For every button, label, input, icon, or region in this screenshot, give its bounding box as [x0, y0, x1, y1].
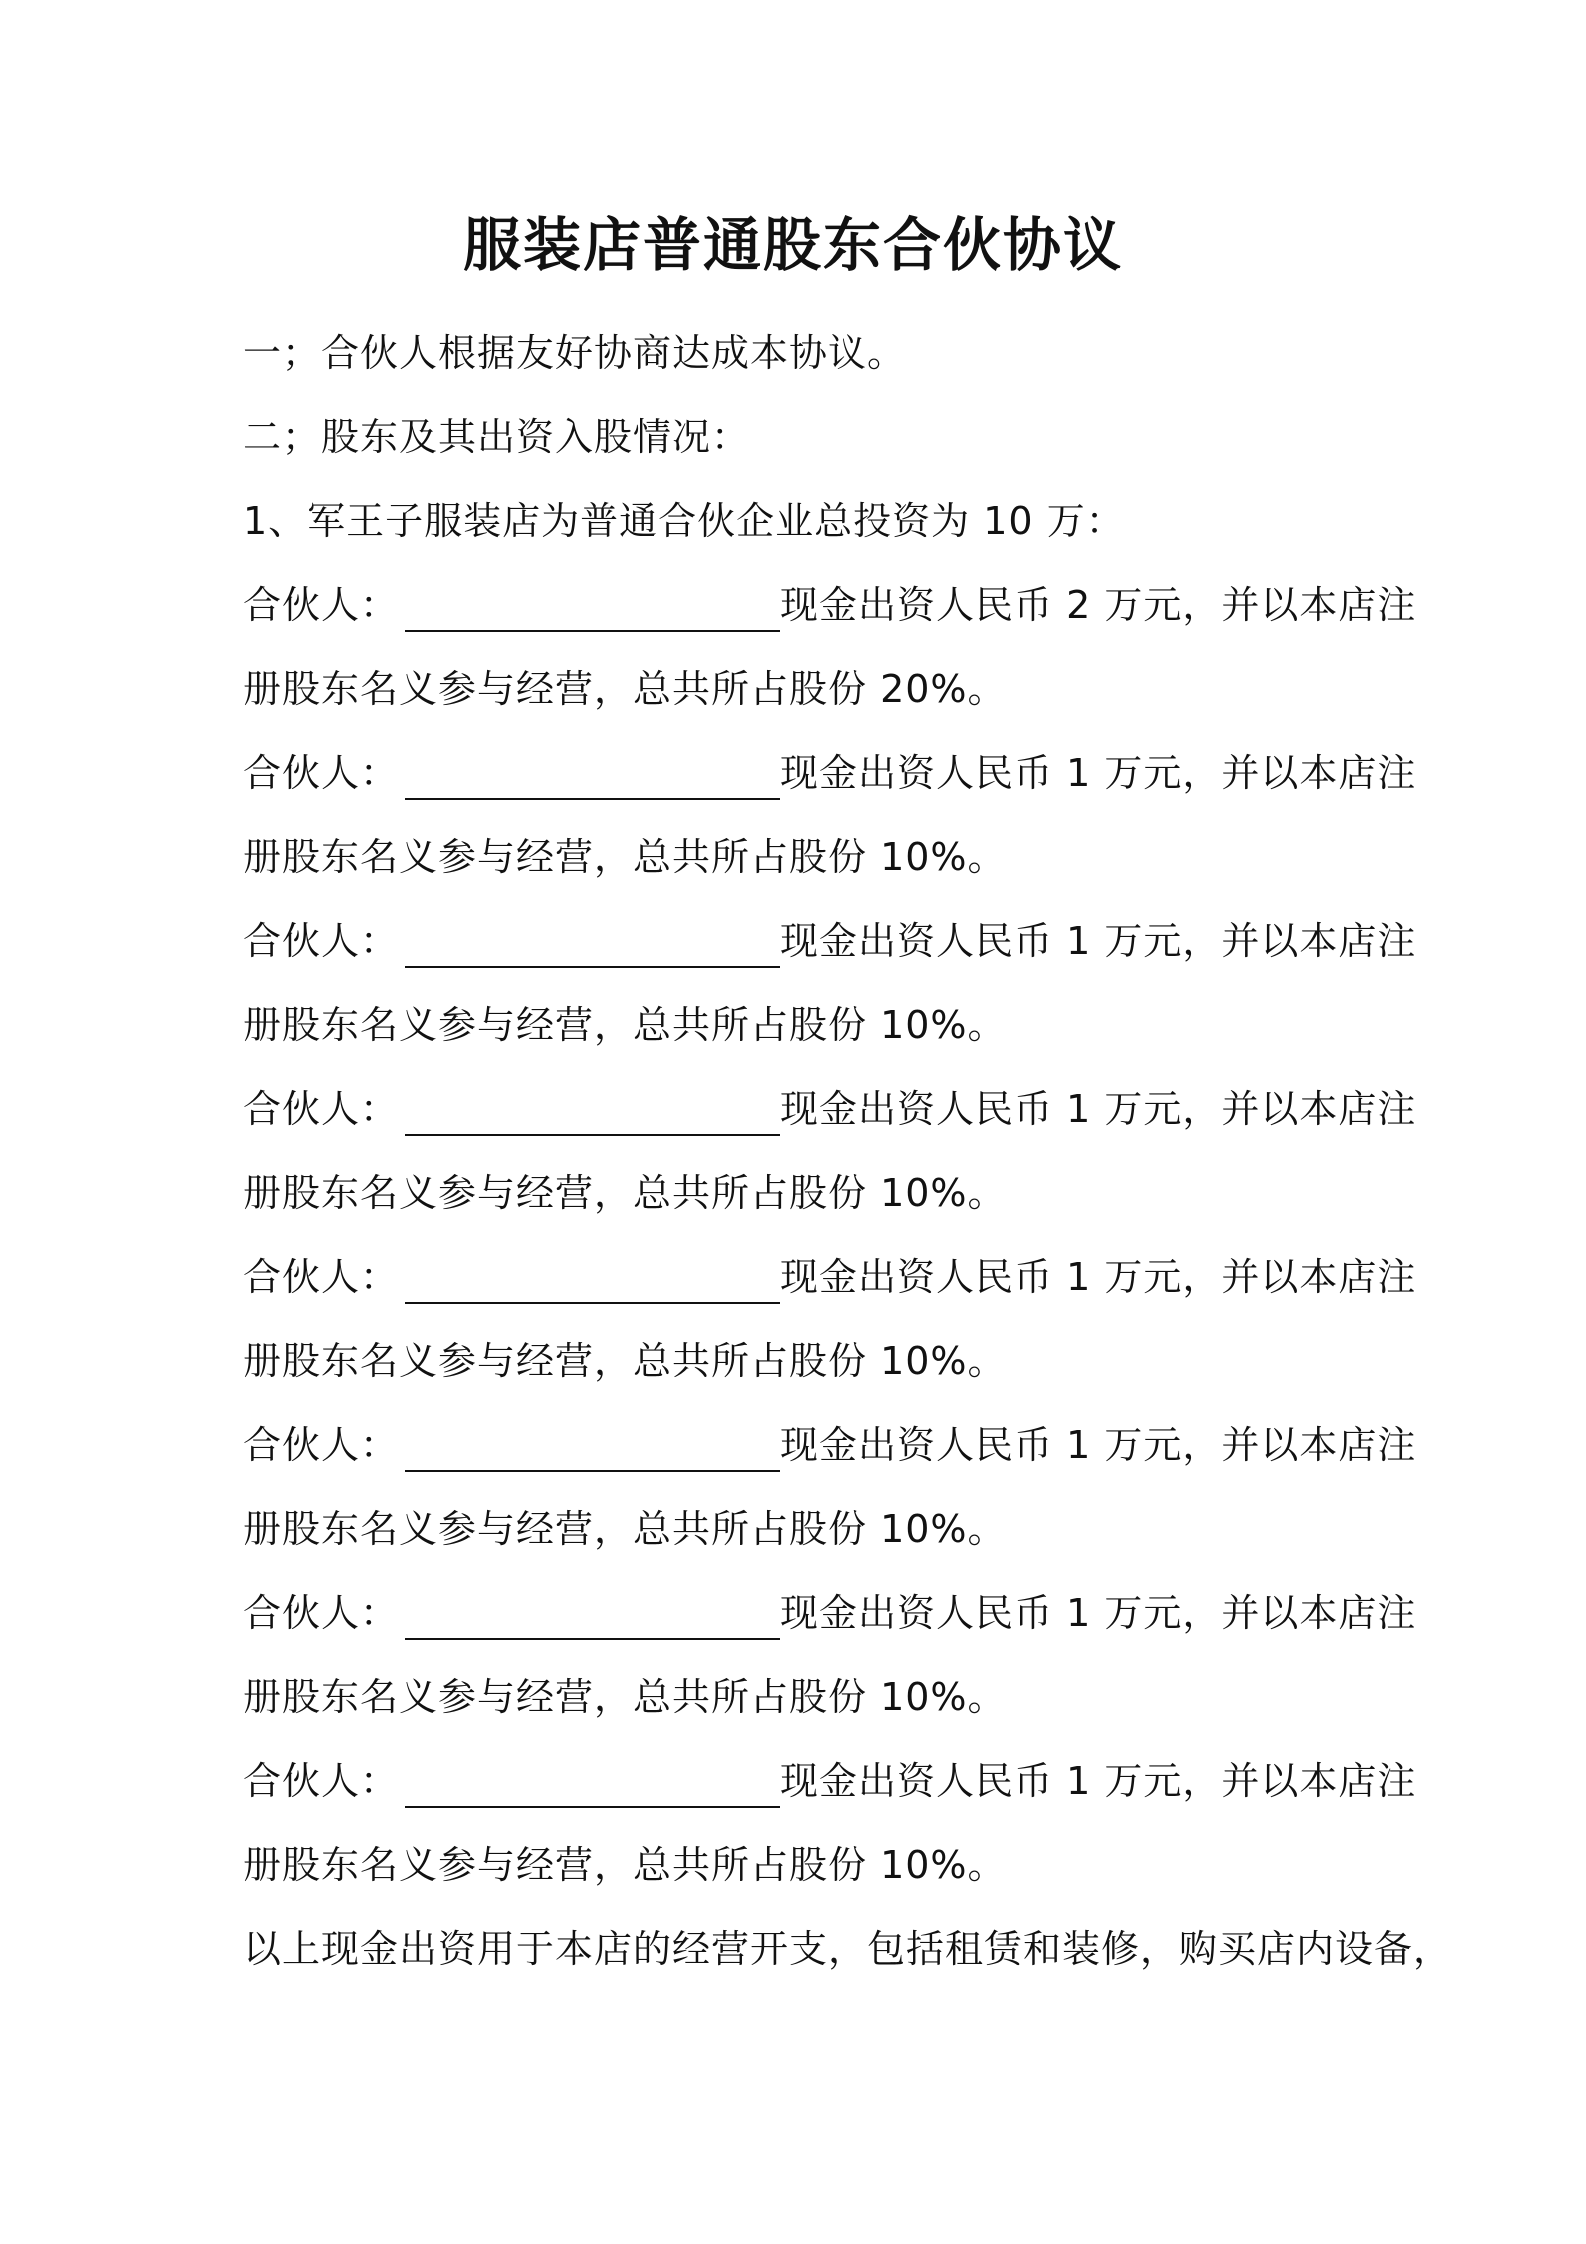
partner-row [243, 913, 1416, 969]
partner-name-blank[interactable] [405, 758, 780, 800]
partner-row [243, 1417, 1416, 1473]
partner-contribution: 现金出资人民币 1 万元，并以本店注 [780, 1423, 1417, 1467]
clause-two: 二；股东及其出资入股情况： [243, 415, 751, 459]
partner-row [243, 1753, 1416, 1809]
partner-row [243, 1585, 1416, 1641]
partner-continuation: 册股东名义参与经营，总共所占股份 10%。 [243, 835, 1007, 879]
partner-contribution: 现金出资人民币 1 万元，并以本店注 [780, 1255, 1417, 1299]
partner-contribution: 现金出资人民币 1 万元，并以本店注 [780, 1087, 1417, 1131]
partner-contribution: 现金出资人民币 1 万元，并以本店注 [780, 1591, 1417, 1635]
document-title: 服装店普通股东合伙协议 [462, 211, 1123, 279]
partner-name-blank[interactable] [405, 1598, 780, 1640]
partner-label: 合伙人： [243, 1255, 400, 1299]
partner-row [243, 1249, 1416, 1305]
partner-label: 合伙人： [243, 919, 400, 963]
partner-label: 合伙人： [243, 583, 400, 627]
partner-continuation: 册股东名义参与经营，总共所占股份 10%。 [243, 1843, 1007, 1887]
closing-paragraph: 以上现金出资用于本店的经营开支，包括租赁和装修，购买店内设备， [243, 1927, 1453, 1971]
partner-label: 合伙人： [243, 1591, 400, 1635]
partner-continuation: 册股东名义参与经营，总共所占股份 10%。 [243, 1675, 1007, 1719]
partner-name-blank[interactable] [405, 590, 780, 632]
partner-continuation: 册股东名义参与经营，总共所占股份 10%。 [243, 1171, 1007, 1215]
partner-continuation: 册股东名义参与经营，总共所占股份 10%。 [243, 1507, 1007, 1551]
partner-contribution: 现金出资人民币 2 万元，并以本店注 [780, 583, 1417, 627]
partner-continuation: 册股东名义参与经营，总共所占股份 20%。 [243, 667, 1007, 711]
partner-continuation: 册股东名义参与经营，总共所占股份 10%。 [243, 1339, 1007, 1383]
partner-label: 合伙人： [243, 1423, 400, 1467]
partner-name-blank[interactable] [405, 1766, 780, 1808]
partner-row [243, 745, 1416, 801]
partner-name-blank[interactable] [405, 926, 780, 968]
partner-contribution: 现金出资人民币 1 万元，并以本店注 [780, 1759, 1417, 1803]
partner-name-blank[interactable] [405, 1430, 780, 1472]
partner-label: 合伙人： [243, 751, 400, 795]
partner-contribution: 现金出资人民币 1 万元，并以本店注 [780, 751, 1417, 795]
partner-name-blank[interactable] [405, 1262, 780, 1304]
clause-one: 一；合伙人根据友好协商达成本协议。 [243, 331, 907, 375]
partner-label: 合伙人： [243, 1759, 400, 1803]
partner-row [243, 1081, 1416, 1137]
partner-row [243, 577, 1416, 633]
partner-continuation: 册股东名义参与经营，总共所占股份 10%。 [243, 1003, 1007, 1047]
partner-contribution: 现金出资人民币 1 万元，并以本店注 [780, 919, 1417, 963]
item-one: 1、军王子服装店为普通合伙企业总投资为 10 万： [243, 499, 1125, 543]
partner-label: 合伙人： [243, 1087, 400, 1131]
partner-name-blank[interactable] [405, 1094, 780, 1136]
